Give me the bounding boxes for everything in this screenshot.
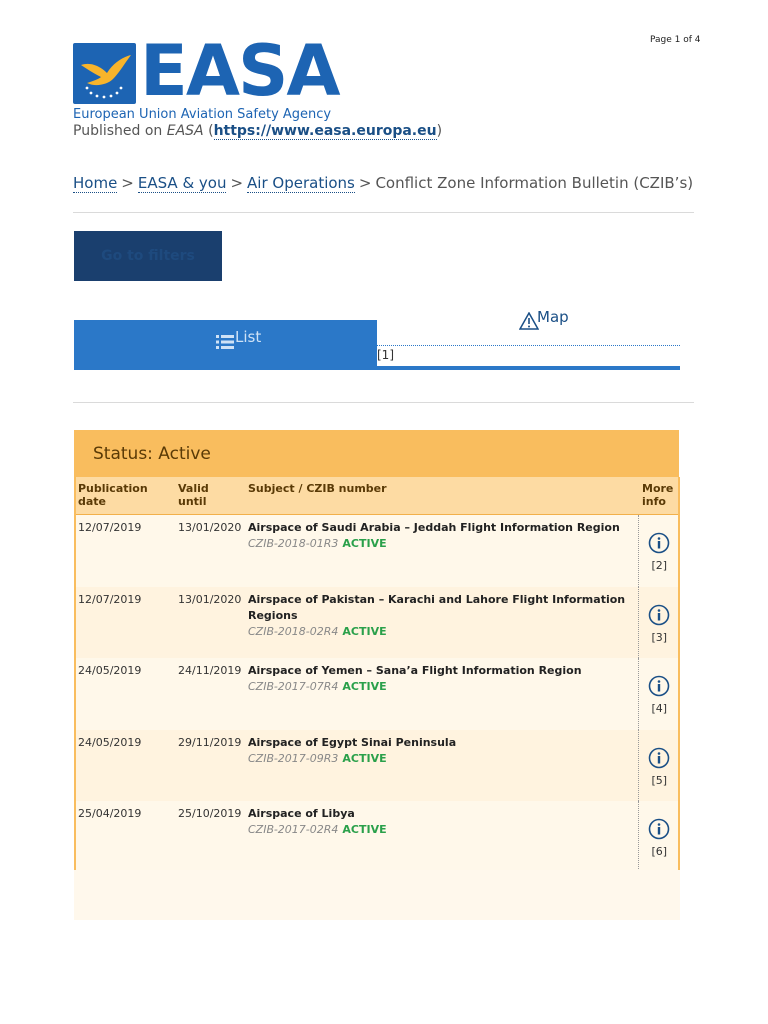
easa-emblem-icon <box>73 43 136 104</box>
published-prefix: Published on <box>73 123 167 139</box>
czib-number: CZIB-2017-09R3 <box>248 751 339 765</box>
published-url-link[interactable]: https://www.easa.europa.eu <box>213 123 437 139</box>
breadcrumb-separator: > <box>230 174 244 192</box>
status-badge: ACTIVE <box>342 679 387 693</box>
info-reference: [6] <box>651 844 668 858</box>
more-info-cell <box>638 515 680 587</box>
tab-underline <box>74 366 680 370</box>
subject-cell <box>244 801 638 871</box>
header-publication-date[interactable]: Publication date <box>74 477 174 515</box>
more-info-cell <box>638 658 680 730</box>
valid-until: 13/01/2020 <box>174 587 244 658</box>
info-reference: [3] <box>651 630 668 644</box>
published-close: ) <box>436 123 443 139</box>
subject-link[interactable]: Airspace of Egypt Sinai Peninsula <box>248 735 457 749</box>
subject-link[interactable]: Airspace of Yemen – Sana’a Flight Information Region <box>248 663 582 677</box>
table-row <box>74 658 680 730</box>
table-header-row <box>74 477 680 515</box>
more-info-cell <box>638 587 680 658</box>
subject-cell <box>244 730 638 801</box>
info-icon[interactable] <box>648 818 670 840</box>
info-reference: [2] <box>651 559 668 572</box>
czib-number: CZIB-2017-07R4 <box>248 679 339 693</box>
logo-wordmark: EASA <box>140 30 339 112</box>
subject-link[interactable]: Airspace of Pakistan – Karachi and Lahore Flight Information Regions <box>248 592 626 622</box>
subject-link[interactable]: Airspace of Libya <box>248 806 355 820</box>
status-header <box>74 430 679 477</box>
subject-cell <box>244 587 638 658</box>
czib-number: CZIB-2018-02R4 <box>248 624 339 638</box>
status-badge: ACTIVE <box>342 751 387 765</box>
warning-icon <box>519 312 539 330</box>
table-left-border <box>74 477 76 870</box>
info-reference: [5] <box>651 773 668 787</box>
header-valid-until[interactable]: Valid until <box>174 477 244 515</box>
info-icon[interactable] <box>648 532 670 554</box>
table-row <box>74 730 680 801</box>
published-open: ( <box>203 123 214 139</box>
publication-date: 25/04/2019 <box>74 801 174 871</box>
tab-map-label: Map <box>537 308 569 326</box>
more-info-cell <box>638 801 680 871</box>
status-label: Status: Active <box>93 444 211 464</box>
logo-tagline: European Union Aviation Safety Agency <box>73 107 332 122</box>
view-tabs <box>74 300 680 370</box>
table-row <box>74 587 680 658</box>
tab-reference: [1] <box>377 348 394 362</box>
easa-logo[interactable] <box>73 30 339 123</box>
go-to-filters-button[interactable]: Go to filters <box>74 231 222 281</box>
table-footer-area <box>74 870 680 920</box>
subject-cell <box>244 658 638 730</box>
tab-map[interactable] <box>377 300 680 346</box>
info-icon[interactable] <box>648 604 670 626</box>
page-number: Page 1 of 4 <box>650 35 701 45</box>
breadcrumb-easa-you-link[interactable]: EASA & you <box>137 174 227 192</box>
divider <box>73 402 694 403</box>
breadcrumb-separator: > <box>358 174 372 192</box>
header-subject[interactable]: Subject / CZIB number <box>244 477 638 515</box>
breadcrumb <box>73 174 693 192</box>
valid-until: 25/10/2019 <box>174 801 244 871</box>
publication-date: 12/07/2019 <box>74 587 174 658</box>
publication-date: 24/05/2019 <box>74 658 174 730</box>
table-row <box>74 515 680 587</box>
czib-number: CZIB-2018-01R3 <box>248 537 339 550</box>
breadcrumb-current: Conflict Zone Information Bulletin (CZIB’s) <box>375 174 694 192</box>
list-icon <box>216 334 234 350</box>
breadcrumb-air-operations-link[interactable]: Air Operations <box>247 174 355 192</box>
czib-table <box>74 477 680 871</box>
tab-list-label: List <box>235 328 262 346</box>
info-icon[interactable] <box>648 747 670 769</box>
published-on <box>73 123 442 139</box>
published-site: EASA <box>166 123 204 139</box>
info-icon[interactable] <box>648 675 670 697</box>
publication-date: 12/07/2019 <box>74 515 174 587</box>
publication-date: 24/05/2019 <box>74 730 174 801</box>
subject-cell <box>244 515 638 587</box>
status-badge: ACTIVE <box>342 537 387 550</box>
valid-until: 24/11/2019 <box>174 658 244 730</box>
info-reference: [4] <box>651 701 668 715</box>
status-badge: ACTIVE <box>342 822 387 836</box>
header-more-info[interactable]: More info <box>638 477 680 515</box>
status-badge: ACTIVE <box>342 624 387 638</box>
more-info-cell <box>638 730 680 801</box>
czib-number: CZIB-2017-02R4 <box>248 822 339 836</box>
tab-list[interactable] <box>74 320 377 366</box>
valid-until: 13/01/2020 <box>174 515 244 587</box>
table-right-border <box>678 477 680 870</box>
subject-link[interactable]: Airspace of Saudi Arabia – Jeddah Flight Information Region <box>248 521 620 534</box>
breadcrumb-home-link[interactable]: Home <box>73 174 118 192</box>
divider <box>73 212 694 213</box>
breadcrumb-separator: > <box>121 174 134 192</box>
table-row <box>74 801 680 871</box>
valid-until: 29/11/2019 <box>174 730 244 801</box>
